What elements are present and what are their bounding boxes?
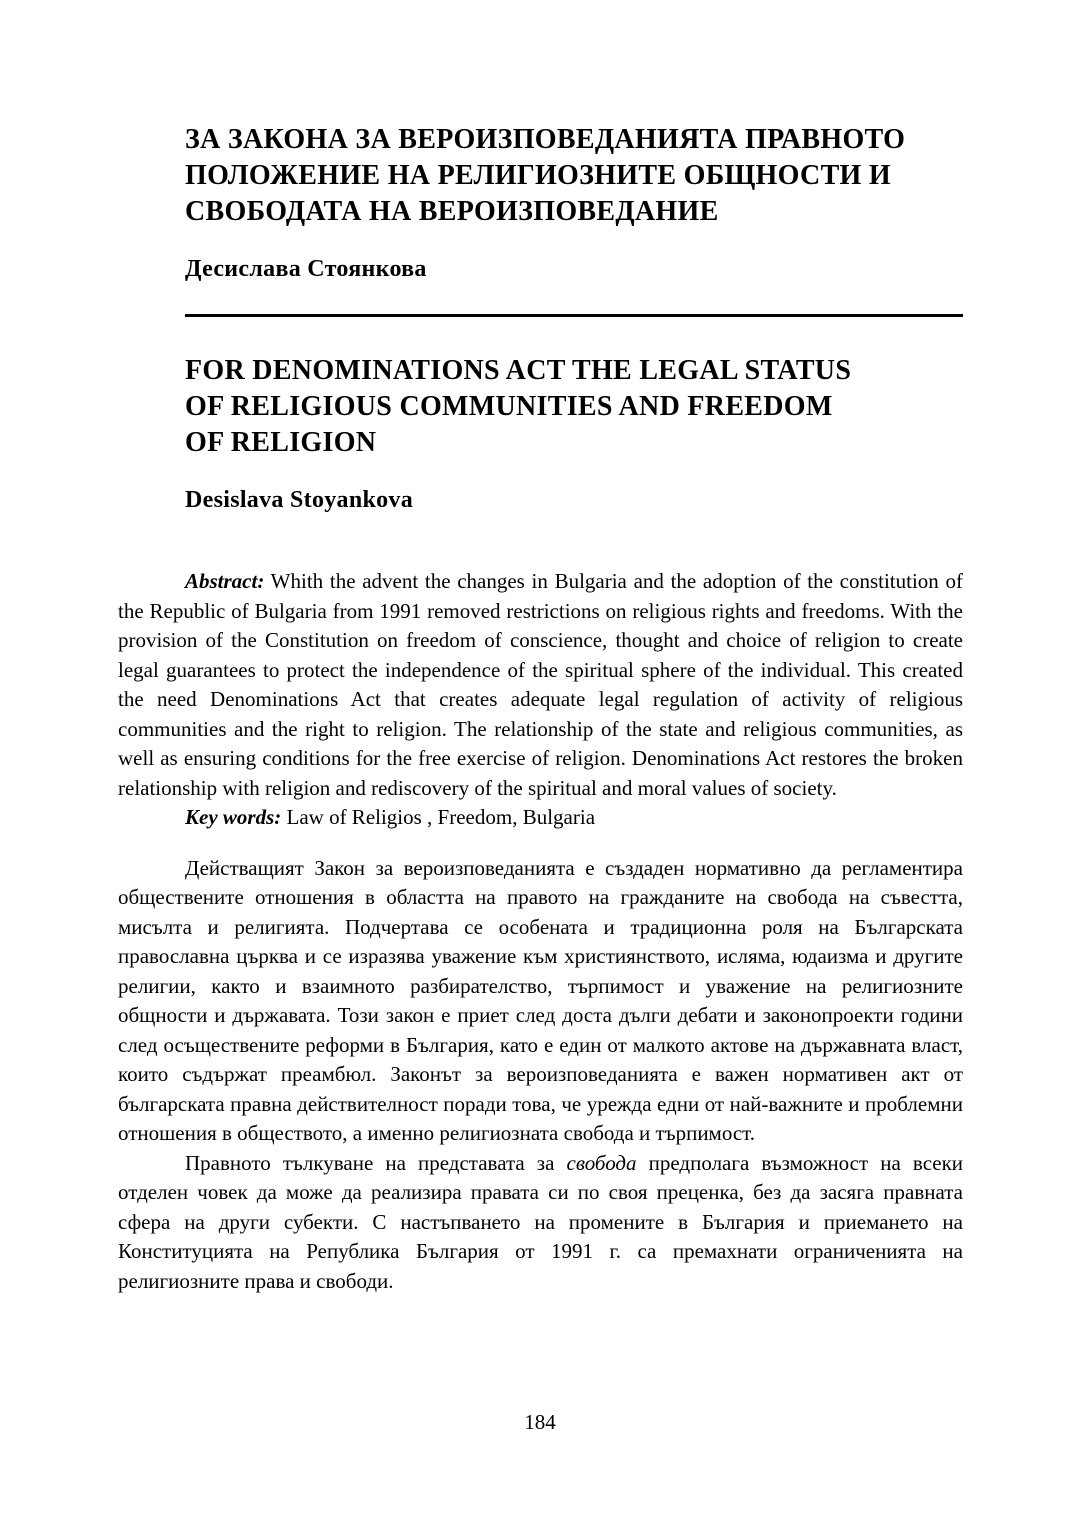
title-bulgarian <box>185 122 963 230</box>
abstract-paragraph <box>118 567 963 803</box>
body-paragraph-2-italic-term: свобода <box>566 1150 637 1175</box>
divider-rule <box>185 314 963 317</box>
author-english: Desislava Stoyankova <box>185 487 414 513</box>
title-bulgarian-line-3: СВОБОДАТА НА ВЕРОИЗПОВЕДАНИЕ <box>185 196 719 227</box>
page-footer <box>0 1408 1080 1437</box>
heading-block <box>185 122 963 515</box>
title-english-line-1: FOR DENOMINATIONS ACT THE LEGAL STATUS <box>185 355 852 386</box>
body-paragraph-2-text: Правното тълкуване на представата за <box>185 1150 555 1175</box>
keywords-line <box>118 803 963 833</box>
keywords-label: Key words: <box>185 805 282 829</box>
page-number: 184 <box>524 1410 556 1434</box>
paper-page <box>118 0 963 1296</box>
abstract-section <box>118 567 963 833</box>
abstract-text: Whith the advent the changes in Bulgaria and the adoption of the constitution of the Republic of Bulgaria from 1991 removed restrictions on religious rights and freedoms. With the provision of the Constitution on freedom of conscience, thought and choice of religion to create legal guarantees to protect the independence of the spiritual sphere of the individual. This created the need Denominations Act that creates adequate legal regulation of activity of religious communities and the right to religion. The relationship of the state and religious communities, as well as ensuring conditions for the free exercise of religion. Denominations Act restores the broken relationship with religion and rediscovery of the spiritual and moral values of society. <box>118 569 963 800</box>
title-english-line-3: OF RELIGION <box>185 427 377 458</box>
body-paragraph-2-text-continued: предполага възможност на всеки отделен човек да може да реализира правата си по своя преценка, без да засяга правната сфера на други субекти. С настъпването на промените в България и приемането на Конституцията на Република България от 1991 г. са премахнати ограниченията на религиозните права и свободи. <box>118 1150 964 1293</box>
abstract-label: Abstract: <box>185 569 265 593</box>
author-bulgarian: Десислава Стоянкова <box>185 256 427 282</box>
article-body <box>118 854 963 1297</box>
keywords-text: Law of Religios , Freedom, Bulgaria <box>286 805 596 829</box>
body-paragraph-2 <box>118 1149 963 1297</box>
title-english <box>185 353 963 461</box>
body-paragraph-1: Действащият Закон за вероизповеданията е създаден нормативно да регламентира обществените отношения в областта на правото на гражданите на свобода на съвестта, мисълта и религията. Подчертава се особената и традиционна роля на Българската православна църква и се изразява уважение към християнството, исляма, юдаизма и другите религии, както и взаимното разбирателство, търпимост и уважение на религиозните общности и държавата. Този закон е приет след доста дълги дебати и законопроекти години след осъществените реформи в България, като е един от малкото актове на държавната власт, които съдържат преамбюл. Законът за вероизповеданията е важен нормативен акт от българската правна действителност поради това, че урежда едни от най-важните и проблемни отношения в обществото, а именно религиозната свобода и търпимост. <box>118 855 963 1145</box>
title-bulgarian-line-2: ПОЛОЖЕНИЕ НА РЕЛИГИОЗНИТЕ ОБЩНОСТИ И <box>185 160 892 191</box>
title-bulgarian-line-1: ЗА ЗАКОНА ЗА ВЕРОИЗПОВЕДАНИЯТА ПРАВНОТО <box>185 124 906 155</box>
title-english-line-2: OF RELIGIOUS COMMUNITIES AND FREEDOM <box>185 391 833 422</box>
